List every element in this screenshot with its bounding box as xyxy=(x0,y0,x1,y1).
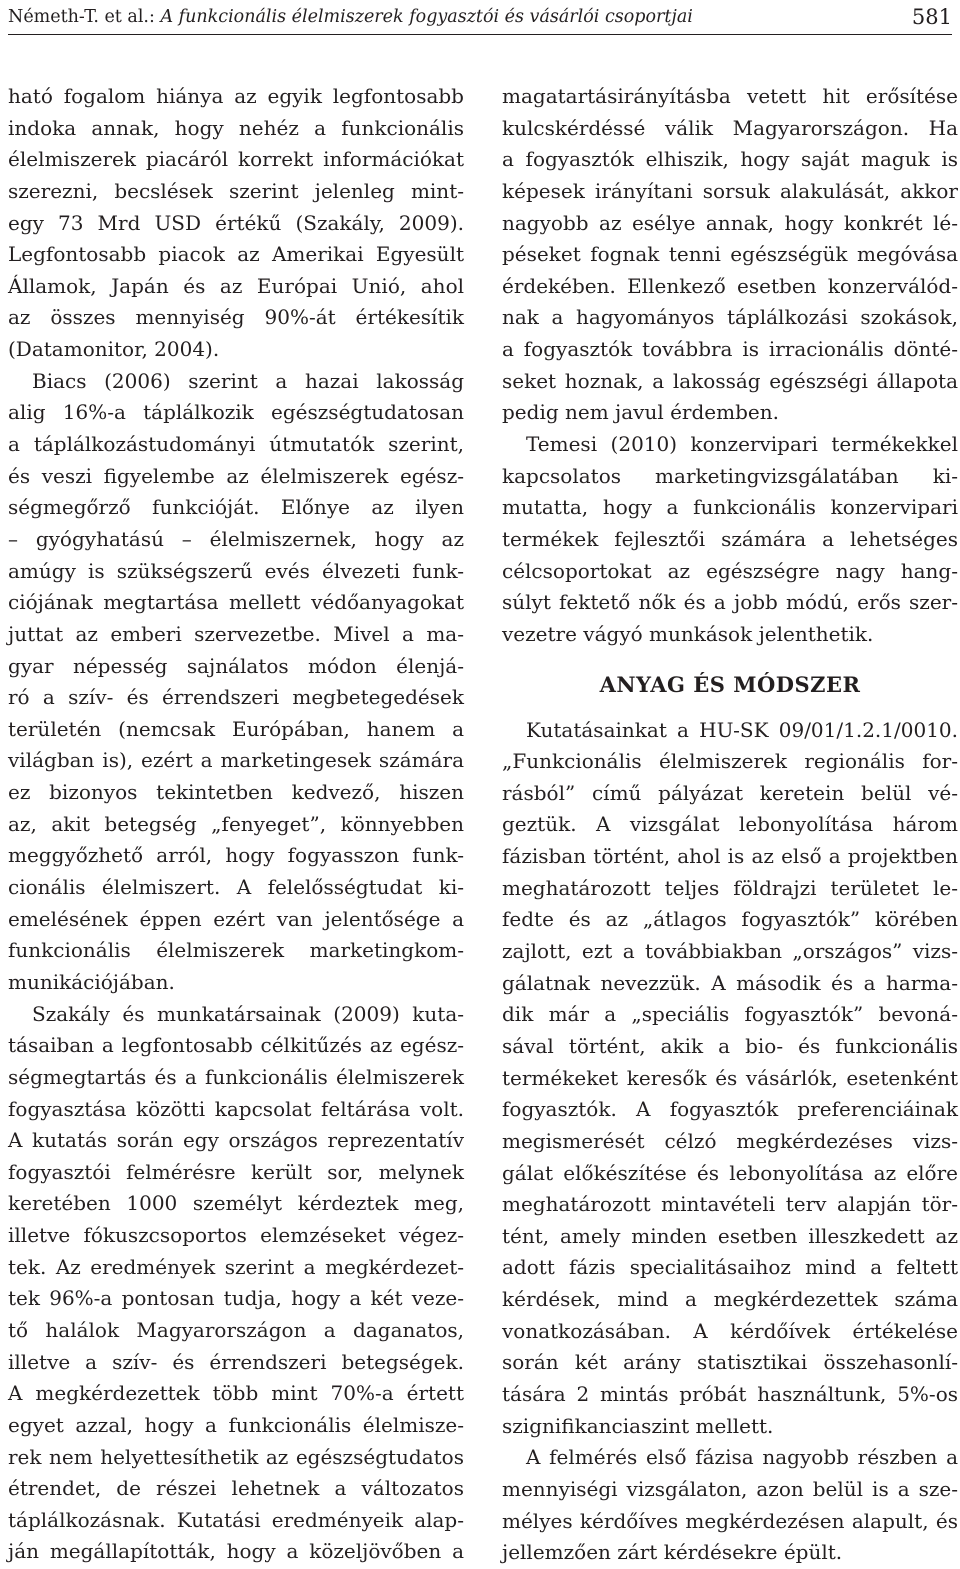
body-line: – gyógyhatású – élelmiszernek, hogy az xyxy=(8,526,464,551)
body-line: képesek irányítani sorsuk alakulását, akkor xyxy=(502,178,958,203)
body-line: funkcionális élelmiszerek marketingkom- xyxy=(8,938,464,963)
body-line: illetve fókuszcsoportos elemzéseket végez- xyxy=(8,1223,464,1248)
body-line: geztük. A vizsgálat lebonyolítása három xyxy=(502,812,958,837)
body-line: szignifikanciaszint mellett. xyxy=(502,1413,774,1438)
body-line: Legfontosabb piacok az Amerikai Egyesült xyxy=(8,242,464,267)
body-line: meghatározott teljes földrajzi területet le- xyxy=(502,875,958,900)
body-line: fázisban történt, ahol is az első a projektben xyxy=(502,844,958,869)
body-line: a fogyasztók elhiszik, hogy saját maguk is xyxy=(502,147,958,172)
body-line: Biacs (2006) szerint a hazai lakosság xyxy=(32,368,464,393)
header-title: A funkcionális élelmiszerek fogyasztói és vásárlói csoportjai xyxy=(160,7,693,27)
body-line: világban is), ezért a marketingesek számára xyxy=(8,748,464,773)
body-line: gálat előkészítése és lebonyolítása az előre xyxy=(502,1160,958,1185)
running-head xyxy=(8,2,952,32)
body-line: Temesi (2010) konzervipari termékekkel xyxy=(526,432,958,457)
body-line: ciójának megtartása mellett védőanyagokat xyxy=(8,590,464,615)
body-line: nagyobb az esélye annak, hogy konkrét lé- xyxy=(502,210,958,235)
body-line: egy 73 Mrd USD értékű (Szakály, 2009). xyxy=(8,210,464,235)
body-line: ható fogalom hiánya az egyik legfontosabb xyxy=(8,84,464,108)
body-line: szerezni, becslések szerint jelenleg mint- xyxy=(8,178,464,203)
body-line: A kutatás során egy országos reprezentatív xyxy=(8,1128,464,1153)
body-line: ez bizonyos tekintetben kedvező, hiszen xyxy=(8,780,464,805)
body-line: fedte és az „átlagos fogyasztók” körében xyxy=(502,907,958,932)
body-line: egyet azzal, hogy a funkcionális élelmisze- xyxy=(8,1412,464,1437)
body-line: rek nem helyettesíthetik az egészségtudatos xyxy=(8,1444,464,1469)
body-line: alig 16%-a táplálkozik egészségtudatosan xyxy=(8,400,464,425)
body-line: tásaiban a legfontosabb célkitűzés az egész- xyxy=(8,1033,464,1058)
body-line: ségmegőrző funkcióját. Előnye az ilyen xyxy=(8,495,464,520)
body-line: fogyasztók. A fogyasztók preferenciáinak xyxy=(502,1097,958,1122)
body-line: mutatta, hogy a funkcionális konzervipari xyxy=(502,495,958,520)
body-line: megismerését célzó megkérdezéses vizs- xyxy=(502,1128,958,1153)
body-line: kérdések, mind a megkérdezettek száma xyxy=(502,1287,958,1312)
body-line: tek. Az eredmények szerint a megkérdezet- xyxy=(8,1254,464,1279)
header-separator: : xyxy=(148,7,161,27)
body-line: ségmegtartás és a funkcionális élelmiszerek xyxy=(8,1064,464,1089)
body-line: (Datamonitor, 2004). xyxy=(8,337,220,362)
body-line: táplálkozásnak. Kutatási eredményeik alap- xyxy=(8,1507,464,1532)
body-line: zajlott, ezt a továbbiakban „országos” vizs- xyxy=(502,939,958,964)
body-line: A megkérdezettek több mint 70%-a értett xyxy=(8,1381,464,1406)
body-line: Szakály és munkatársainak (2009) kuta- xyxy=(32,1001,464,1026)
body-line: fogyasztói felmérésre került sor, melynek xyxy=(8,1159,464,1184)
body-line: az, akit betegség „fenyeget”, könnyebben xyxy=(8,811,464,836)
body-line: területén (nemcsak Európában, hanem a xyxy=(8,716,464,741)
body-line: kulcskérdéssé válik Magyarországon. Ha xyxy=(502,115,958,140)
body-line: adott fázis specialitásaihoz mind a feltett xyxy=(502,1255,958,1280)
body-line: jellemzően zárt kérdésekre épült. xyxy=(502,1540,843,1565)
body-line: mennyiségi vizsgálaton, azon belül is a sze- xyxy=(502,1476,958,1501)
body-line: pedig nem javul érdemben. xyxy=(502,400,779,425)
body-line: a fogyasztók továbbra is irracionális dönté- xyxy=(502,337,958,362)
body-line: termékek fejlesztői számára a lehetséges xyxy=(502,526,958,551)
body-line: élelmiszerek piacáról korrekt információkat xyxy=(8,147,464,172)
body-line: fogyasztása közötti kapcsolat feltárása volt. xyxy=(8,1096,464,1121)
header-authors: Németh-T. et al. xyxy=(8,7,149,27)
body-line: ján megállapították, hogy a közeljövőben a xyxy=(8,1539,464,1564)
header-rule xyxy=(8,34,952,35)
body-line: vezetre vágyó munkások jelenthetik. xyxy=(502,621,874,646)
body-line: során két arány statisztikai összehasonlí- xyxy=(502,1350,958,1375)
body-line: illetve a szív- és érrendszeri betegségek. xyxy=(8,1349,464,1374)
body-line: Államok, Japán és az Európai Unió, ahol xyxy=(8,273,464,298)
body-line: célcsoportokat az egészségre nagy hang- xyxy=(502,558,958,583)
body-line: A felmérés első fázisa nagyobb részben a xyxy=(526,1445,958,1470)
body-line: cionális élelmiszert. A felelősségtudat ki- xyxy=(8,875,464,900)
body-line: mélyes kérdőíves megkérdezésen alapult, és xyxy=(502,1508,958,1533)
body-line: Kutatásainkat a HU-SK 09/01/1.2.1/0010. xyxy=(526,717,958,742)
body-line: amúgy is szükségszerű evés élvezeti funk- xyxy=(8,558,464,583)
body-line: seket hoznak, a lakosság egészségi állapota xyxy=(502,368,958,393)
body-line: súlyt fektető nők és a jobb módú, erős szer- xyxy=(502,590,958,615)
body-line: tő halálok Magyarországon a daganatos, xyxy=(8,1317,464,1342)
body-line: gyar népesség sajnálatos módon élenjá- xyxy=(8,653,464,678)
body-line: munikációjában. xyxy=(8,969,175,994)
body-line: emelésének éppen ezért van jelentősége a xyxy=(8,906,464,931)
body-line: tására 2 mintás próbát használtunk, 5%-os xyxy=(502,1381,958,1406)
body-line: érdekében. Ellenkező esetben konzerválód- xyxy=(502,273,958,298)
body-line: indoka annak, hogy nehéz a funkcionális xyxy=(8,115,464,140)
body-line: dik már a „speciális fogyasztók” bevoná- xyxy=(502,1002,958,1027)
body-line: ró a szív- és érrendszeri megbetegedések xyxy=(8,685,464,710)
body-line: kapcsolatos marketingvizsgálatában ki- xyxy=(502,463,958,488)
page-number: 581 xyxy=(911,5,952,29)
body-line: és veszi figyelembe az élelmiszerek egész- xyxy=(8,463,464,488)
body-line: étrendet, de részei lehetnek a változatos xyxy=(8,1476,464,1501)
body-line: rásból” című pályázat keretein belül vé- xyxy=(502,780,958,805)
body-line: sával történt, akik a bio- és funkcionális xyxy=(502,1033,958,1058)
body-line: az összes mennyiség 90%-át értékesítik xyxy=(8,305,464,330)
body-line: péseket fognak tenni egészségük megóvása xyxy=(502,242,958,267)
body-line: meghatározott mintavételi terv alapján tör- xyxy=(502,1192,958,1217)
body-line: a táplálkozástudományi útmutatók szerint, xyxy=(8,432,464,457)
body-line: magatartásirányításba vetett hit erősítése xyxy=(502,84,958,108)
left-column xyxy=(8,81,464,1568)
body-line: gálatnak nevezzük. A második és a harma- xyxy=(502,970,958,995)
body-line: nak a hagyományos táplálkozási szokások, xyxy=(502,305,958,330)
right-column xyxy=(502,81,958,1569)
section-heading: ANYAG ÉS MÓDSZER xyxy=(599,671,861,697)
body-line: tént, amely minden esetben illeszkedett az xyxy=(502,1223,958,1248)
body-line: „Funkcionális élelmiszerek regionális for- xyxy=(502,749,958,774)
body-line: keretében 1000 személyt kérdeztek meg, xyxy=(8,1191,464,1216)
body-line: tek 96%-a pontosan tudja, hogy a két veze- xyxy=(8,1286,464,1311)
body-line: vonatkozásában. A kérdőívek értékelése xyxy=(502,1318,958,1343)
body-line: juttat az emberi szervezetbe. Mivel a ma- xyxy=(8,621,464,646)
body-line: termékeket keresők és vásárlók, esetenként xyxy=(502,1065,958,1090)
body-line: meggyőzhető arról, hogy fogyasszon funk- xyxy=(8,843,464,868)
